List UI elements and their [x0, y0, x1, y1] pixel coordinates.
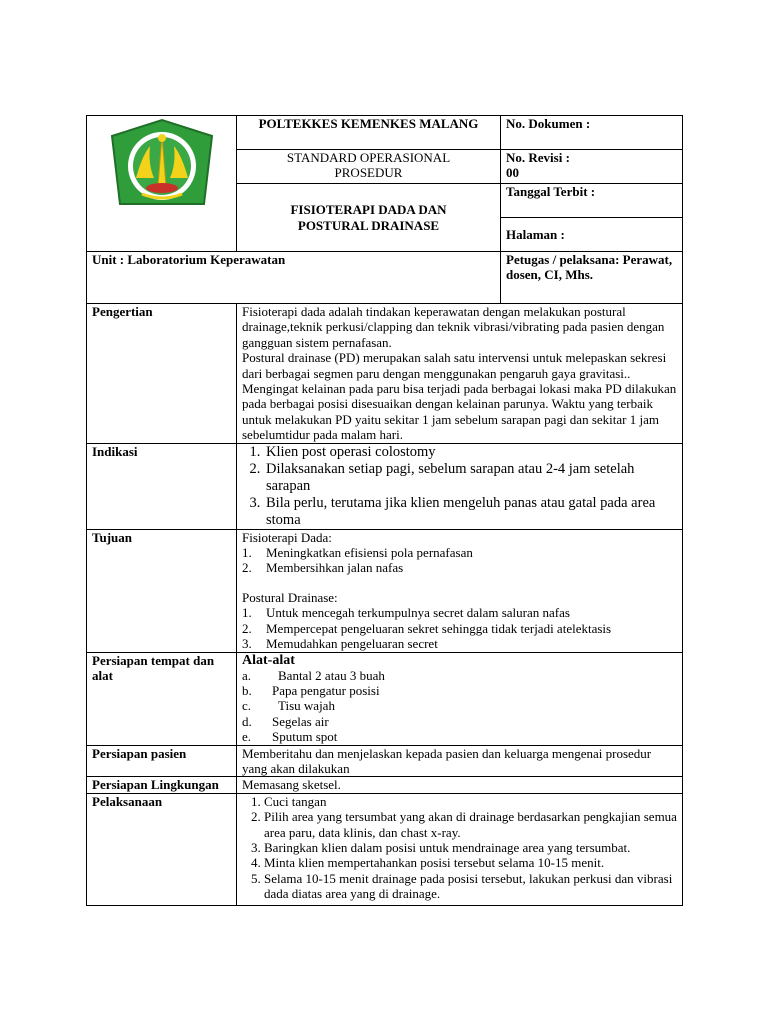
list-number: 3. — [242, 636, 252, 652]
pelaksanaan-content — [237, 793, 683, 905]
persiapan-lingkungan-label: Persiapan Lingkungan — [87, 777, 237, 793]
indikasi-list — [242, 444, 677, 529]
poltekkes-logo-icon — [98, 116, 226, 216]
institution-name: POLTEKKES KEMENKES MALANG — [237, 116, 501, 150]
list-text: Tisu wajah — [278, 698, 335, 714]
list-text: Memudahkan pengeluaran secret — [266, 636, 438, 652]
pengertian-label: Pengertian — [87, 304, 237, 444]
alat-title: Alat-alat — [242, 652, 295, 668]
page-label: Halaman : — [501, 218, 683, 252]
pengertian-paragraph-1: Fisioterapi dada adalah tindakan keperawatan dengan melakukan postural drainage,teknik perkusi/clapping dan teknik vibrasi/vibrating pada pasien dengan gangguan sistem pernafasan. — [242, 304, 665, 350]
list-item — [242, 698, 677, 713]
list-item: 5. Selama 10-15 menit drainage pada posisi tersebut, lakukan perkusi dan vibrasi dada diatas area yang di drainage. — [264, 871, 677, 902]
pengertian-text — [237, 304, 683, 444]
list-text: Segelas air — [272, 713, 329, 729]
list-item — [242, 729, 677, 744]
fisio-list — [242, 545, 677, 576]
list-text: Membersihkan jalan nafas — [266, 560, 404, 576]
list-item: 4. Minta klien mempertahankan posisi tersebut selama 10-15 menit. — [264, 855, 677, 870]
persiapan-pasien-text: Memberitahu dan menjelaskan kepada pasien dan keluarga mengenai prosedur yang akan dilakukan — [237, 745, 683, 777]
list-item — [242, 636, 677, 651]
pelaksanaan-list — [242, 794, 677, 902]
revision-value: 00 — [506, 165, 519, 181]
list-text: Mempercepat pengeluaran sekret sehingga tidak terjadi atelektasis — [266, 620, 612, 636]
revision-cell — [501, 150, 683, 184]
list-item — [242, 621, 677, 636]
list-item — [242, 714, 677, 729]
list-item — [242, 668, 677, 683]
pelaksanaan-label: Pelaksanaan — [87, 793, 237, 905]
persiapan-pasien-label: Persiapan pasien — [87, 745, 237, 777]
pd-list — [242, 605, 677, 651]
list-letter: e. — [242, 729, 252, 745]
list-text: Meningkatkan efisiensi pola pernafasan — [266, 545, 473, 561]
revision-label: No. Revisi : — [506, 150, 570, 165]
list-number: 2. — [242, 560, 252, 576]
tujuan-label: Tujuan — [87, 529, 237, 652]
persiapan-alat-label: Persiapan tempat dan alat — [87, 652, 237, 745]
list-item: 3. Bila perlu, terutama jika klien mengeluh panas atau gatal pada area stoma — [264, 495, 677, 529]
sop-label: STANDARD OPERASIONAL PROSEDUR — [237, 150, 501, 184]
list-number: 1. — [242, 545, 252, 561]
list-text: Untuk mencegah terkumpulnya secret dalam saluran nafas — [266, 605, 570, 621]
document-title: FISIOTERAPI DADA DAN POSTURAL DRAINASE — [237, 184, 501, 252]
indikasi-label: Indikasi — [87, 443, 237, 529]
list-text: Bantal 2 atau 3 buah — [278, 667, 385, 683]
list-item — [242, 560, 677, 575]
logo-cell — [87, 116, 237, 252]
list-text: Sputum spot — [272, 729, 338, 745]
persiapan-lingkungan-text: Memasang sketsel. — [237, 777, 683, 793]
unit-label: Unit : Laboratorium Keperawatan — [87, 252, 501, 304]
list-number: 2. — [242, 620, 252, 636]
list-text: Papa pengatur posisi — [272, 682, 380, 698]
list-item: 3. Baringkan klien dalam posisi untuk mendrainage area yang tersumbat. — [264, 840, 677, 855]
persiapan-alat-content — [237, 652, 683, 745]
list-item — [242, 683, 677, 698]
list-item — [242, 545, 677, 560]
pd-title: Postural Drainase: — [242, 589, 338, 605]
list-letter: a. — [242, 667, 252, 683]
alat-list — [242, 668, 677, 745]
list-letter: c. — [242, 698, 252, 714]
list-item: 1. Klien post operasi colostomy — [264, 444, 677, 461]
list-item — [242, 605, 677, 620]
issue-date-label: Tanggal Terbit : — [501, 184, 683, 218]
list-number: 1. — [242, 605, 252, 621]
tujuan-content — [237, 529, 683, 652]
sop-document-table — [86, 115, 683, 906]
list-letter: d. — [242, 713, 252, 729]
list-item: 2. Pilih area yang tersumbat yang akan di drainage berdasarkan pengkajian semua area paru, data klinis, dan chast x-ray. — [264, 809, 677, 840]
pengertian-paragraph-2: Postural drainase (PD) merupakan salah satu intervensi untuk melepaskan sekresi dari berbagai segmen paru dengan menggunakan pengaruh gaya gravitasi.. Mengingat kelainan pada paru bisa terjadi pada berbagai lokasi maka PD dilakukan pada berbagai posisi disesuaikan dengan kelainan parunya. Waktu yang terbaik untuk melakukan PD yaitu sekitar 1 jam sebelum sarapan pagi dan sekitar 1 jam sebelumtidur pada malam hari. — [242, 350, 677, 443]
indikasi-content — [237, 443, 683, 529]
officer-label: Petugas / pelaksana: Perawat, dosen, CI, Mhs. — [501, 252, 683, 304]
list-item: 1. Cuci tangan — [264, 794, 677, 809]
list-item: 2. Dilaksanakan setiap pagi, sebelum sarapan atau 2-4 jam setelah sarapan — [264, 461, 677, 495]
doc-number-label: No. Dokumen : — [501, 116, 683, 150]
list-letter: b. — [242, 682, 252, 698]
fisio-title: Fisioterapi Dada: — [242, 529, 332, 545]
